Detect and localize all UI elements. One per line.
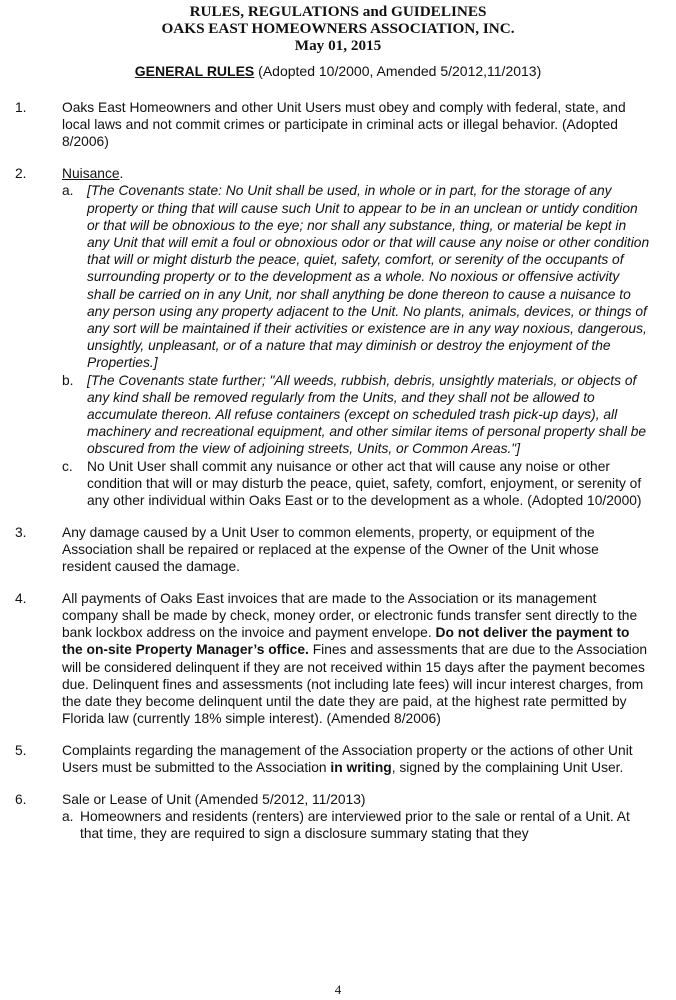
rule-title: Sale or Lease of Unit (Amended 5/2012, 11/2013) xyxy=(62,791,366,807)
rule-title xyxy=(62,165,650,182)
sub-item-b xyxy=(62,372,650,458)
sub-item-c xyxy=(62,458,650,510)
rule-2 xyxy=(0,165,676,509)
sub-item-letter: c. xyxy=(62,458,73,474)
section-heading xyxy=(0,63,676,80)
rule-bold-text: in writing xyxy=(330,760,392,776)
sub-item-letter: a. xyxy=(62,183,74,199)
rule-text: Complaints regarding the management of the Association property or the actions of other Unit Users must be submitted to the Association xyxy=(62,742,633,776)
sub-item-letter: b. xyxy=(62,372,74,388)
rule-number: 6. xyxy=(15,791,27,807)
rule-number: 1. xyxy=(15,100,27,115)
rule-1 xyxy=(0,99,676,151)
rule-number: 4. xyxy=(15,590,27,606)
page-number: 4 xyxy=(334,982,342,997)
rule-number: 3. xyxy=(15,524,27,540)
sub-item-text: [The Covenants state further; "All weeds, rubbish, debris, unsightly materials, or objects of any kind shall be removed regularly from the Units, and they shall not be allowed to accumulate thereon. All refuse containers (except on scheduled trash pick-up days), all machinery and recreational equipment, and other similar items of personal property shall be obscured from the view of adjoining streets, Units, or Common Areas."] xyxy=(87,372,647,457)
rule-6 xyxy=(0,791,676,843)
section-title: GENERAL RULES xyxy=(134,63,255,79)
rule-title-text: Nuisance xyxy=(62,166,120,182)
rule-3 xyxy=(0,524,676,576)
rule-number: 2. xyxy=(15,166,27,182)
rule-number: 5. xyxy=(15,742,27,758)
sub-item-text: [The Covenants state: No Unit shall be used, in whole or in part, for the storage of any property or thing that will cause such Unit to appear to be in an unclean or untidy condition or that will be obnoxious to the eye; nor shall any substance, thing, or material be kept in any Unit that will emit a foul or obnoxious odor or that will cause any noise or other condition that will or might disturb the peace, quiet, safety, comfort, or serenity of the occupants of surrounding property or to the development as a whole. No noxious or offensive activity shall be carried on in any Unit, nor shall anything be done thereon to cause a nuisance to any person using any property adjacent to the Unit. No plants, animals, devices, or things of any sort will be maintained if their activities or existence are in any way noxious, dangerous, unsightly, unpleasant, or of a nature that may diminish or destroy the enjoyment of the Properties.] xyxy=(87,183,650,371)
sub-item-letter: a. xyxy=(62,809,74,825)
rule-text: Any damage caused by a Unit User to common elements, property, or equipment of the Association shall be repaired or replaced at the expense of the Owner of the Unit whose resident caused the damage. xyxy=(62,524,599,575)
sub-item-a xyxy=(62,182,650,371)
document-title: RULES, REGULATIONS and GUIDELINES xyxy=(189,3,487,20)
rule-text-cont: , signed by the complaining Unit User. xyxy=(391,760,624,776)
rule-5 xyxy=(0,742,676,776)
sub-item-a xyxy=(62,808,650,842)
rule-text: All payments of Oaks East invoices that are made to the Association or its management company shall be made by check, money order, or electronic funds transfer sent directly to the bank lockbox address on the invoice and payment envelope. xyxy=(62,590,638,641)
sub-item-text: No Unit User shall commit any nuisance or other act that will cause any noise or other condition that will or may disturb the peace, quiet, safety, comfort, enjoyment, or serenity of any other individual within Oaks East or to the development as a whole. (Adopted 10/2000) xyxy=(87,458,642,508)
rule-title-period: . xyxy=(119,166,124,182)
rules-body xyxy=(0,99,676,842)
document-date: May 01, 2015 xyxy=(294,37,382,54)
rule-text: Oaks East Homeowners and other Unit Users must obey and comply with federal, state, and local laws and not commit crimes or participate in criminal acts or illegal behavior. (Adopted 8/2006) xyxy=(62,100,626,150)
section-note: (Adopted 10/2000, Amended 5/2012,11/2013) xyxy=(254,63,542,79)
sub-item-text: Homeowners and residents (renters) are interviewed prior to the sale or rental of a Unit. At that time, they are required to sign a disclosure summary stating that they xyxy=(80,809,630,842)
rule-4 xyxy=(0,590,676,728)
rule-bold-text: Do not deliver the payment to the on-site Property Manager’s office. xyxy=(62,625,630,658)
association-name: OAKS EAST HOMEOWNERS ASSOCIATION, INC. xyxy=(161,20,515,37)
rule-text-cont: Fines and assessments that are due to the Association will be considered delinquent if they are not received within 15 days after the payment becomes due. Delinquent fines and assessments (not including late fees) will incur interest charges, from the date they become delinquent until the date they are paid, at the highest rate permitted by Florida law (currently 18% simple interest). (Amended 8/2006) xyxy=(62,642,648,727)
